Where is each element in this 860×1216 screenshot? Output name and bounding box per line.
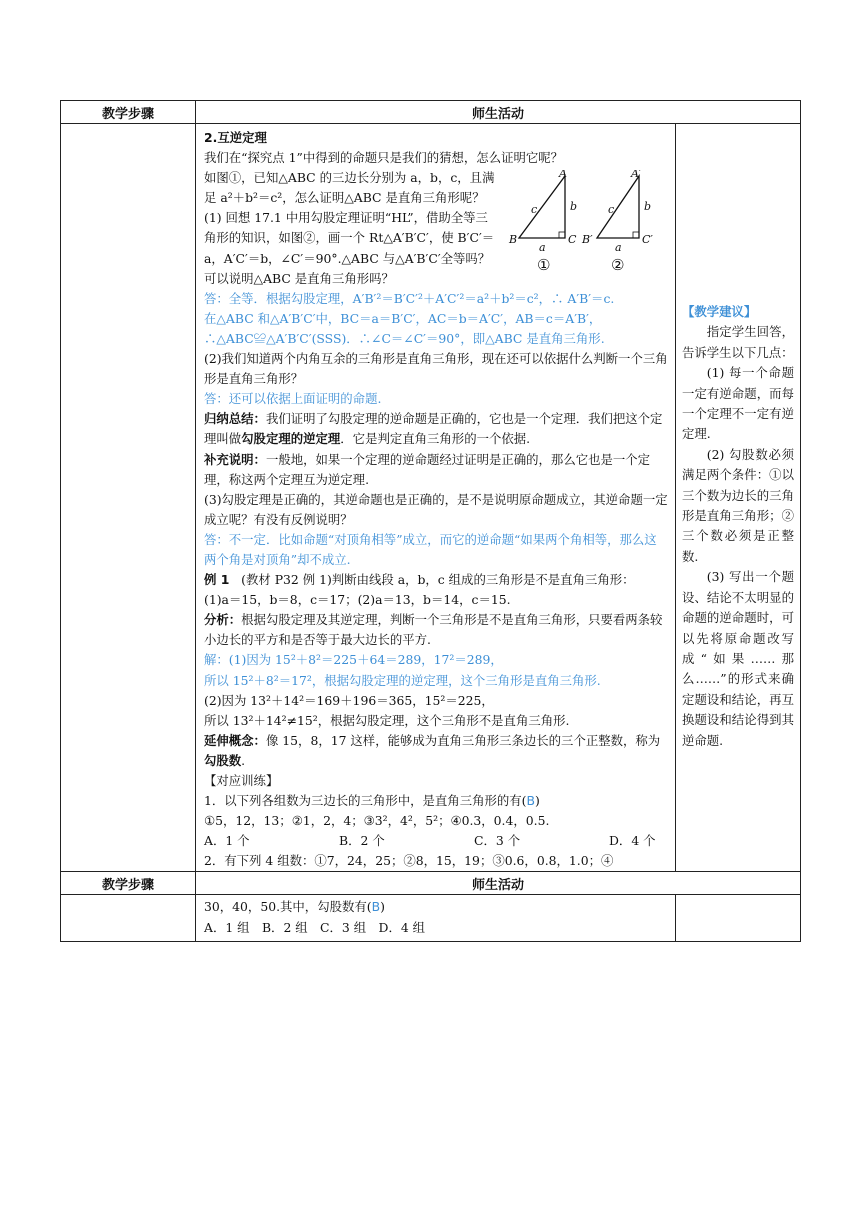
continuation-row — [61, 895, 801, 942]
question-2-answer: B — [371, 899, 381, 915]
question-1-options: ①5，12，13；②1，2，4；③3²，4²，5²；④0.3，0.4，0.5. — [204, 813, 550, 829]
teaching-notes-cell — [676, 124, 801, 872]
step3-paragraph: (3)勾股定理是正确的，其逆命题也是正确的，是不是说明原命题成立，其逆命题一定成立呢？有没有反例说明？ — [204, 491, 668, 527]
activities-cell-2 — [196, 895, 676, 942]
intro-paragraph: 我们在“探究点 1”中得到的命题只是我们的猜想，怎么证明它呢？ — [204, 150, 564, 166]
steps-cell — [61, 124, 196, 872]
fig2-side-b: b — [644, 200, 652, 214]
summary-text-1: 我们证明了勾股定理的逆命题是正确的，它也是一个定理．我们把这个定理叫做 — [204, 411, 663, 447]
header-steps: 教学步骤 — [61, 101, 196, 124]
summary-paragraph — [204, 409, 669, 449]
teaching-tip-heading: 【教学建议】 — [682, 304, 757, 319]
question-1-text: 1．以下列各组数为三边长的三角形中，是直角三角形的有( — [204, 793, 527, 809]
example-label: 例 1 — [204, 572, 230, 588]
supplement-label: 补充说明： — [204, 451, 266, 467]
fig2-vertex-b: B′ — [582, 233, 593, 247]
tip-point-1: (1) 每一个命题一定有逆命题，而每一个定理不一定有逆定理. — [682, 365, 795, 442]
summary-text-2: ．它是判定直角三角形的一个依据. — [340, 431, 531, 447]
fig2-side-a: a — [615, 241, 622, 255]
fig1-vertex-b: B — [509, 233, 518, 247]
tip-point-2: (2) 勾股数必须满足两个条件：①以三个数为边长的三角形是直角三角形；②三个数必须是正整数. — [682, 446, 795, 564]
question-1-choices — [204, 831, 669, 851]
step1-paragraph: (1) 回想 17.1 中用勾股定理证明“HL”，借助全等三角形的知识，如图②，画一个 Rt△A′B′C′，使 B′C′＝a，A′C′＝b，∠C′＝90°.△ABC 与△A′B′C′全等吗？可以说明△ABC 是直角三角形吗？ — [204, 210, 495, 286]
question-2-continued — [204, 897, 667, 917]
answer-2: 在△ABC 和△A′B′C′中，BC＝a＝B′C′，AC＝b＝A′C′，AB＝c＝A′B′，∴△ABC≌△A′B′C′(SSS)．∴∠C＝∠C′＝90°，即△ABC 是直角三角形. — [204, 310, 605, 346]
extension-end: . — [241, 752, 246, 768]
example-text: (教材 P32 例 1)判断由线段 a，b，c 组成的三角形是不是直角三角形： — [241, 572, 635, 588]
header-activities-2: 师生活动 — [196, 872, 801, 895]
question-paragraph: 如图①，已知△ABC 的三边长分别为 a，b，c，且满足 a²＋b²＝c²，怎么证明△ABC 是直角三角形呢？ — [204, 170, 495, 206]
choice-d: D．4 个 — [609, 833, 656, 849]
question-2-choices: A．1 组 B．2 组 C．3 组 D．4 组 — [204, 919, 426, 935]
question-1 — [204, 791, 669, 811]
analysis-label: 分析： — [204, 612, 242, 628]
table-header-row — [61, 101, 801, 124]
question-1-answer: B — [526, 793, 535, 809]
step2-paragraph: (2)我们知道两个内角互余的三角形是直角三角形，现在还可以依据什么判断一个三角形是直角三角形？ — [204, 351, 668, 387]
fig2-vertex-a: A′ — [631, 170, 642, 181]
triangle-figures — [507, 170, 657, 282]
solution-line-3: (2)因为 13²＋14²＝169＋196＝365，15²＝225， — [204, 692, 494, 708]
section-title: 2.互逆定理 — [204, 130, 267, 145]
summary-label: 归纳总结： — [204, 411, 266, 427]
solution-line-2: 所以 15²＋8²＝17²，根据勾股定理的逆定理，这个三角形是直角三角形. — [204, 672, 601, 688]
extension-paragraph — [204, 731, 669, 771]
fig1-vertex-c: C — [568, 233, 577, 247]
answer-4: 答：不一定．比如命题“对顶角相等”成立，而它的逆命题“如果两个角相等，那么这两个角是对顶角”却不成立. — [204, 531, 657, 567]
question-2-cont-text: 30，40，50.其中，勾股数有( — [204, 899, 372, 915]
example-items: (1)a＝15，b＝8，c＝17；(2)a＝13，b＝14，c＝15. — [204, 592, 511, 608]
content-row — [61, 124, 801, 872]
fig1-side-c: c — [531, 203, 538, 217]
solution-line-4: 所以 13²＋14²≠15²，根据勾股定理，这个三角形不是直角三角形. — [204, 712, 570, 728]
tip-intro: 指定学生回答，告诉学生以下几点： — [682, 324, 795, 360]
example-paragraph — [204, 570, 669, 590]
notes-cell-2 — [676, 895, 801, 942]
fig2-side-c: c — [608, 203, 615, 217]
answer-1: 答：全等．根据勾股定理，A′B′²＝B′C′²＋A′C′²＝a²＋b²＝c²，∴ A′B′＝c. — [204, 290, 615, 306]
choice-a: A．1 个 — [204, 833, 250, 849]
steps-cell-2 — [61, 895, 196, 942]
summary-term: 勾股定理的逆定理 — [241, 431, 341, 447]
fig1-side-a: a — [539, 241, 546, 255]
extension-label: 延伸概念： — [204, 732, 266, 748]
fig1-label: ① — [537, 256, 551, 275]
tip-point-3: (3) 写出一个题设、结论不太明显的命题的逆命题时，可以先将原命题改写成“如果……那么……”的形式来确定题设和结论，再互换题设和结论得到其逆命题. — [682, 569, 795, 748]
training-heading: 【对应训练】 — [204, 773, 279, 788]
choice-b: B．2 个 — [339, 833, 385, 849]
analysis-paragraph — [204, 610, 669, 650]
choice-c: C．3 个 — [474, 833, 521, 849]
fig1-side-b: b — [570, 200, 578, 214]
lesson-table — [60, 100, 801, 942]
activities-cell — [196, 124, 676, 872]
table-header-row-2 — [61, 872, 801, 895]
fig1-vertex-a: A — [559, 170, 567, 181]
extension-term: 勾股数 — [204, 752, 242, 768]
fig2-label: ② — [611, 256, 625, 275]
question-1-close: ) — [535, 793, 540, 809]
header-activities: 师生活动 — [196, 101, 801, 124]
extension-text: 像 15，8，17 这样，能够成为直角三角形三条边长的三个正整数，称为 — [265, 732, 661, 748]
supplement-text: 一般地，如果一个定理的逆命题经过证明是正确的，那么它也是一个定理，称这两个定理互为逆定理. — [204, 451, 651, 487]
fig2-vertex-c: C′ — [642, 233, 653, 247]
question-2-close: ) — [380, 899, 385, 915]
header-steps-2: 教学步骤 — [61, 872, 196, 895]
solution-line-1: 解：(1)因为 15²＋8²＝225＋64＝289，17²＝289， — [204, 652, 503, 668]
supplement-paragraph — [204, 450, 669, 490]
question-2: 2．有下列 4 组数：①7，24，25；②8，15，19；③0.6，0.8，1.0；④ — [204, 853, 614, 869]
analysis-text: 根据勾股定理及其逆定理，判断一个三角形是不是直角三角形，只要看两条较小边长的平方和是否等于最大边长的平方. — [204, 612, 663, 648]
answer-3: 答：还可以依据上面证明的命题. — [204, 391, 382, 407]
